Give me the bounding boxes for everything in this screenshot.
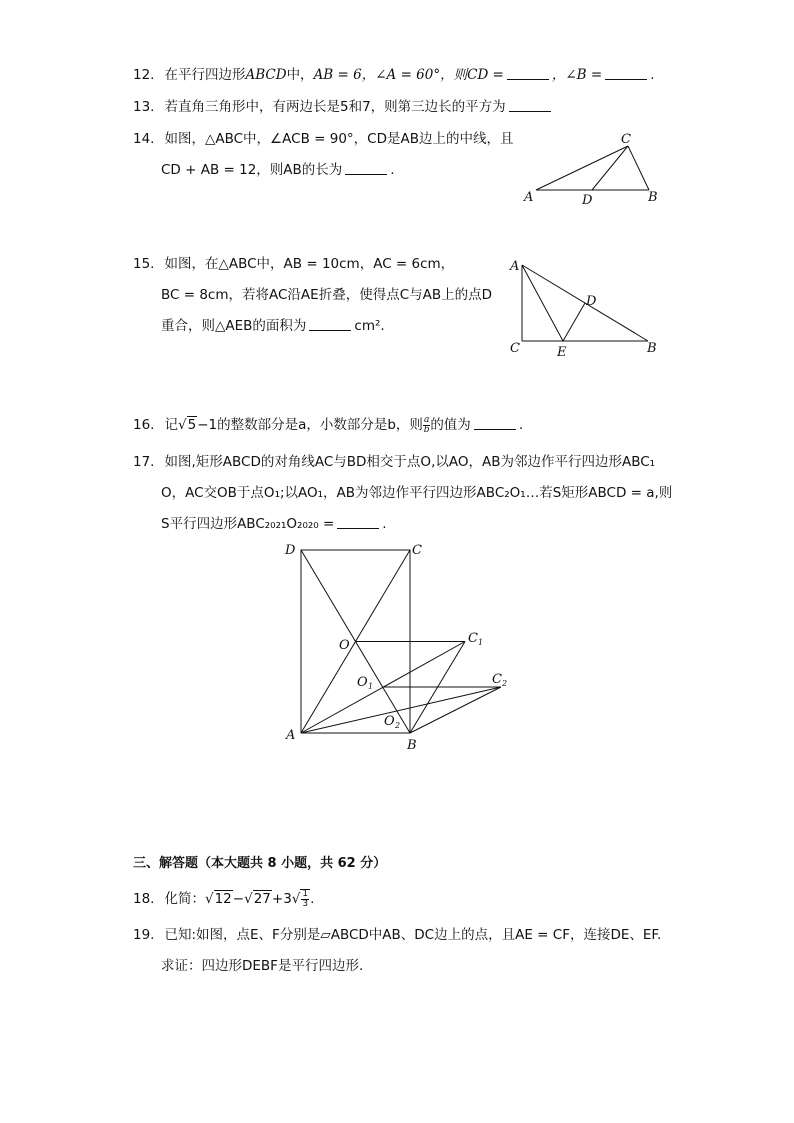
problem-19-line1: 19. 已知:如图，点E、F分别是▱ABCD中AB、DC边上的点，且AE = CF，连接DE、EF. [133, 927, 662, 943]
problem-number: 14. [133, 131, 155, 147]
label-C2-sub: 2 [502, 679, 508, 688]
problem-14-line2: CD + AB = 12，则AB的长为 . [161, 162, 395, 178]
figure-17 [280, 538, 520, 762]
problem-15-line3: 重合，则△AEB的面积为 cm². [161, 318, 385, 334]
sqrt-sign: √ [244, 891, 253, 907]
problem-18: 18. 化简：√12−√27+3√ $\frac{1}{3}$ . [133, 889, 315, 909]
problem-number: 15. [133, 256, 155, 272]
label-C1: C [468, 631, 478, 646]
problem-number: 18. [133, 891, 155, 907]
segment-CB [628, 146, 649, 190]
label-C: C [510, 341, 520, 356]
section-heading: 三、解答题（本大题共 8 小题，共 62 分） [133, 856, 387, 871]
answer-blank[interactable] [337, 527, 379, 529]
problem-17-line1: 17. 如图,矩形ABCD的对角线AC与BD相交于点O,以AO，AB为邻边作平行四边形ABC₁ [133, 454, 656, 470]
label-C1-sub: 1 [478, 638, 484, 647]
figure-17-svg [280, 538, 520, 758]
label-D: D [586, 294, 597, 309]
problem-17-line3: S平行四边形ABC₂₀₂₁O₂₀₂₀ = . [161, 516, 387, 532]
problem-17-line2: O，AC交OB于点O₁;以AO₁，AB为邻边作平行四边形ABC₂O₁…若S矩形ABCD = a,则 [161, 485, 673, 501]
label-C: C [621, 132, 631, 147]
problem-number: 13. [133, 99, 155, 115]
problem-19-line2: 求证：四边形DEBF是平行四边形. [161, 958, 364, 974]
label-B: B [648, 190, 658, 205]
problem-13: 13. 若直角三角形中，有两边长是5和7，则第三边长的平方为 [133, 97, 554, 117]
problem-number: 16. [133, 417, 155, 433]
problem-15-line2: BC = 8cm，若将AC沿AE折叠，使得点C与AB上的点D [161, 287, 493, 303]
label-A: A [510, 259, 520, 274]
label-O1-sub: 1 [368, 682, 374, 691]
problem-number: 12. [133, 67, 155, 83]
sqrt-sign: √ [291, 891, 301, 907]
segment-AC2 [301, 687, 501, 733]
label-O2-sub: 2 [395, 721, 401, 730]
label-B: B [407, 738, 417, 753]
figure-14 [520, 130, 670, 214]
label-O: O [339, 638, 350, 653]
label-O2: O [384, 714, 395, 729]
figure-14-svg [520, 130, 670, 210]
label-C: C [412, 543, 422, 558]
answer-blank[interactable] [605, 78, 647, 80]
fraction-a-over-b: $\frac{a}{b}$ [423, 414, 430, 435]
figure-15 [505, 255, 665, 364]
answer-blank[interactable] [474, 428, 516, 430]
sqrt-sign: √ [177, 417, 187, 433]
answer-blank[interactable] [507, 78, 549, 80]
problem-16: 16. 记√5−1的整数部分是a，小数部分是b，则 $\frac{a}{b}$ 的值为 . [133, 414, 524, 435]
problem-12: 12. 在平行四边形ABCD中，AB = 6，∠A = 60°，则CD = ，∠B = . [133, 67, 655, 83]
problem-number: 17. [133, 454, 155, 470]
figure-15-svg [505, 255, 665, 360]
answer-blank[interactable] [309, 329, 351, 331]
answer-blank[interactable] [509, 110, 551, 112]
label-A: A [524, 190, 534, 205]
fraction-one-third: $\frac{1}{3}$ [302, 889, 309, 909]
label-D: D [582, 193, 593, 208]
problem-number: 19. [133, 927, 155, 943]
answer-blank[interactable] [345, 173, 387, 175]
label-E: E [557, 345, 567, 360]
label-D: D [285, 543, 296, 558]
problem-14-line1: 14. 如图，△ABC中，∠ACB = 90°，CD是AB边上的中线，且 [133, 131, 514, 147]
problem-15-line1: 15. 如图，在△ABC中，AB = 10cm，AC = 6cm， [133, 256, 455, 272]
sqrt-sign: √ [204, 891, 214, 907]
label-B: B [647, 341, 657, 356]
label-O1: O [357, 675, 368, 690]
label-C2: C [492, 672, 502, 687]
segment-AC [536, 146, 628, 190]
segment-ED [563, 303, 585, 341]
segment-AE [522, 265, 563, 341]
segment-CD [592, 146, 628, 190]
label-A: A [286, 728, 296, 743]
